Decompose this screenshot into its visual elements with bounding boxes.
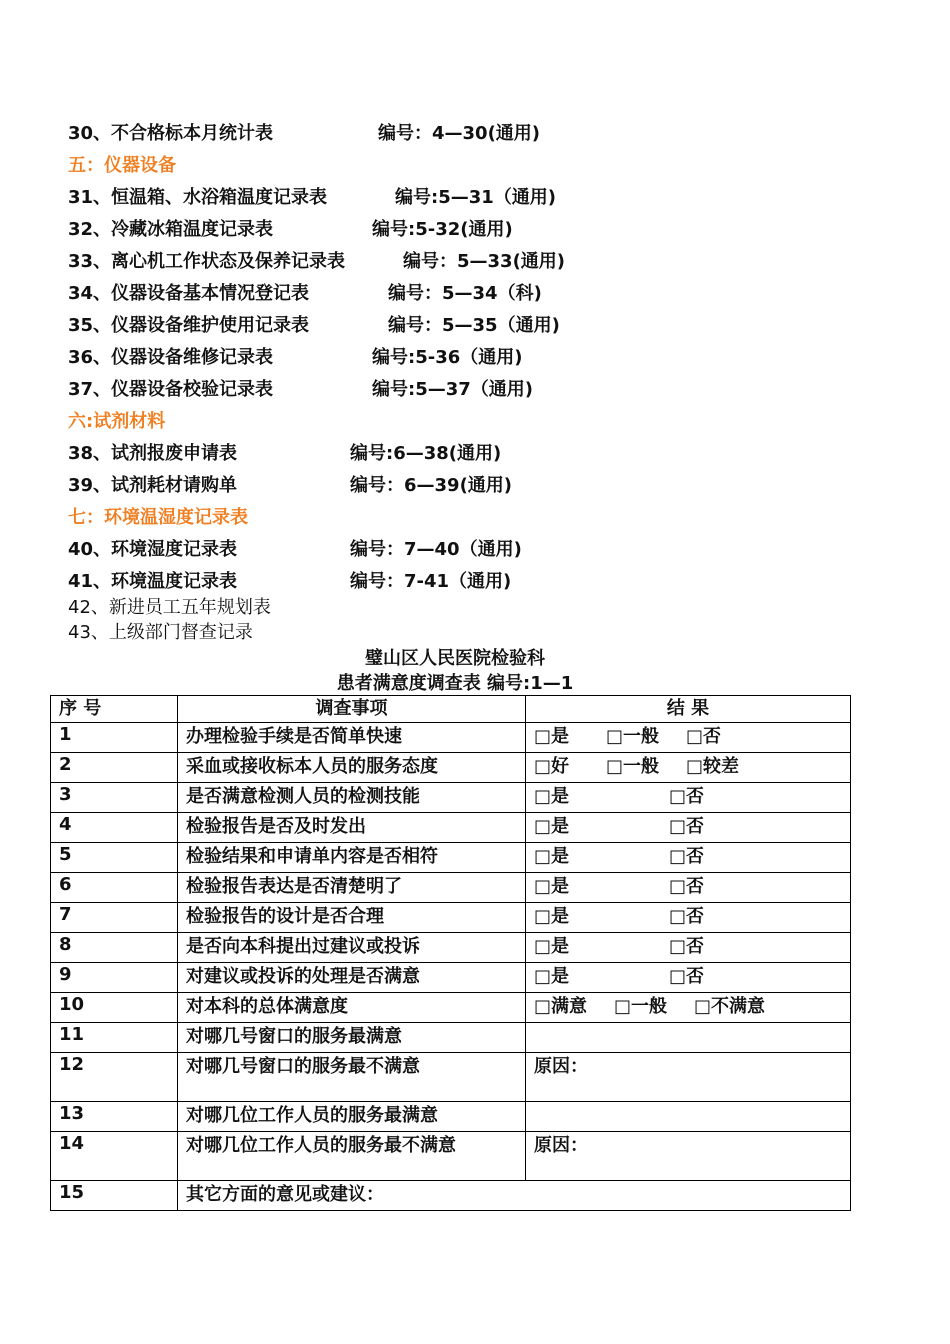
list-item: 38、试剂报废申请表 编号:6—38(通用) xyxy=(68,443,502,464)
row-item: 是否满意检测人员的检测技能 xyxy=(178,783,526,813)
table-row xyxy=(51,1132,851,1181)
row-num: 7 xyxy=(51,903,178,933)
row-item: 对哪几号窗口的服务最不满意 xyxy=(178,1053,526,1102)
row-num: 10 xyxy=(51,993,178,1023)
checkbox-option[interactable]: □是 xyxy=(534,936,570,957)
survey-table xyxy=(50,695,851,1211)
row-answer[interactable]: 原因： xyxy=(526,1053,851,1102)
row-answer[interactable] xyxy=(526,1023,851,1053)
row-item: 检验报告表达是否清楚明了 xyxy=(178,873,526,903)
checkbox-option[interactable]: □否 xyxy=(669,936,705,957)
row-item: 采血或接收标本人员的服务态度 xyxy=(178,753,526,783)
table-row xyxy=(51,1102,851,1132)
row-item: 对本科的总体满意度 xyxy=(178,993,526,1023)
table-row xyxy=(51,843,851,873)
row-result xyxy=(526,783,851,813)
list-item: 35、仪器设备维护使用记录表 编号：5—35（通用) xyxy=(68,315,560,336)
row-answer[interactable]: 原因： xyxy=(526,1132,851,1181)
list-item-code: 编号：7-41（通用) xyxy=(350,571,512,592)
list-item-code: 编号:5-36（通用) xyxy=(372,347,523,368)
table-header-row xyxy=(51,696,851,723)
row-num: 14 xyxy=(51,1132,178,1181)
checkbox-option[interactable]: □不满意 xyxy=(694,996,766,1017)
checkbox-option[interactable]: □较差 xyxy=(686,756,740,777)
row-num: 2 xyxy=(51,753,178,783)
row-item: 是否向本科提出过建议或投诉 xyxy=(178,933,526,963)
table-row xyxy=(51,963,851,993)
checkbox-option[interactable]: □好 xyxy=(534,756,570,777)
checkbox-option[interactable]: □是 xyxy=(534,846,570,867)
header-item: 调查事项 xyxy=(178,696,526,723)
header-result: 结 果 xyxy=(526,696,851,723)
list-item: 36、仪器设备维修记录表 编号:5-36（通用) xyxy=(68,347,523,368)
list-item-code: 编号：6—39(通用) xyxy=(350,475,513,496)
list-item-code: 编号：5—34（科) xyxy=(388,283,542,304)
row-num: 13 xyxy=(51,1102,178,1132)
checkbox-option[interactable]: □否 xyxy=(686,726,722,747)
row-result xyxy=(526,813,851,843)
list-item: 40、环境湿度记录表 编号：7—40（通用) xyxy=(68,539,522,560)
table-row xyxy=(51,1023,851,1053)
row-num: 9 xyxy=(51,963,178,993)
list-item: 31、恒温箱、水浴箱温度记录表 编号:5—31（通用) xyxy=(68,187,556,208)
row-num: 8 xyxy=(51,933,178,963)
list-item: 39、试剂耗材请购单 编号：6—39(通用) xyxy=(68,475,513,496)
row-num: 12 xyxy=(51,1053,178,1102)
list-item-code: 编号：5—35（通用) xyxy=(388,315,560,336)
row-num: 11 xyxy=(51,1023,178,1053)
list-item-code: 编号：4—30(通用) xyxy=(378,123,541,144)
list-item-code: 编号:5-32(通用) xyxy=(372,219,513,240)
row-item: 对建议或投诉的处理是否满意 xyxy=(178,963,526,993)
row-item: 检验结果和申请单内容是否相符 xyxy=(178,843,526,873)
row-item: 检验报告的设计是否合理 xyxy=(178,903,526,933)
checkbox-option[interactable]: □否 xyxy=(669,786,705,807)
table-row xyxy=(51,1053,851,1102)
checkbox-option[interactable]: □是 xyxy=(534,816,570,837)
section-heading: 五：仪器设备 xyxy=(68,155,176,176)
header-num: 序 号 xyxy=(51,696,178,723)
row-result xyxy=(526,903,851,933)
table-row xyxy=(51,753,851,783)
checkbox-option[interactable]: □否 xyxy=(669,966,705,987)
checkbox-option[interactable]: □是 xyxy=(534,906,570,927)
list-item-code: 编号:5—37（通用) xyxy=(372,379,533,400)
list-item: 33、离心机工作状态及保养记录表 编号：5—33(通用) xyxy=(68,251,566,272)
row-result xyxy=(526,723,851,753)
row-result xyxy=(526,993,851,1023)
section-heading: 六:试剂材料 xyxy=(68,411,166,432)
table-row xyxy=(51,993,851,1023)
row-num: 1 xyxy=(51,723,178,753)
checkbox-option[interactable]: □一般 xyxy=(606,726,660,747)
list-item-code: 编号:6—38(通用) xyxy=(350,443,502,464)
row-num: 15 xyxy=(51,1181,178,1211)
row-item: 对哪几号窗口的服务最满意 xyxy=(178,1023,526,1053)
survey-title: 患者满意度调查表 编号:1—1 xyxy=(336,673,574,694)
list-item: 30、不合格标本月统计表 编号：4—30(通用) xyxy=(68,123,541,144)
list-item-code: 编号：7—40（通用) xyxy=(350,539,522,560)
checkbox-option[interactable]: □否 xyxy=(669,816,705,837)
table-row xyxy=(51,873,851,903)
table-row xyxy=(51,903,851,933)
checkbox-option[interactable]: □否 xyxy=(669,846,705,867)
row-result xyxy=(526,873,851,903)
table-row xyxy=(51,813,851,843)
row-result xyxy=(526,963,851,993)
checkbox-option[interactable]: □否 xyxy=(669,876,705,897)
list-item: 41、环境温度记录表 编号：7-41（通用) xyxy=(68,571,512,592)
row-item: 办理检验手续是否简单快速 xyxy=(178,723,526,753)
checkbox-option[interactable]: □一般 xyxy=(606,756,660,777)
list-item: 32、冷藏冰箱温度记录表 编号:5-32(通用) xyxy=(68,219,513,240)
table-row xyxy=(51,1181,851,1211)
table-row xyxy=(51,783,851,813)
list-item-code: 编号:5—31（通用) xyxy=(395,187,556,208)
row-item: 检验报告是否及时发出 xyxy=(178,813,526,843)
list-item: 34、仪器设备基本情况登记表 编号：5—34（科) xyxy=(68,283,542,304)
row-item: 对哪几位工作人员的服务最不满意 xyxy=(178,1132,526,1181)
list-item-code: 编号：5—33(通用) xyxy=(403,251,566,272)
row-num: 6 xyxy=(51,873,178,903)
row-result xyxy=(526,753,851,783)
list-item: 42、新进员工五年规划表 xyxy=(68,597,271,618)
checkbox-option[interactable]: □是 xyxy=(534,786,570,807)
row-item: 对哪几位工作人员的服务最满意 xyxy=(178,1102,526,1132)
checkbox-option[interactable]: □否 xyxy=(669,906,705,927)
table-row xyxy=(51,723,851,753)
checkbox-option[interactable]: □是 xyxy=(534,726,570,747)
row-item[interactable]: 其它方面的意见或建议： xyxy=(178,1181,851,1211)
list-item: 37、仪器设备校验记录表 编号:5—37（通用) xyxy=(68,379,533,400)
row-answer[interactable] xyxy=(526,1102,851,1132)
section-heading: 七：环境温湿度记录表 xyxy=(68,507,248,528)
row-result xyxy=(526,843,851,873)
row-result xyxy=(526,933,851,963)
row-num: 4 xyxy=(51,813,178,843)
checkbox-option[interactable]: □是 xyxy=(534,876,570,897)
table-row xyxy=(51,933,851,963)
hospital-title: 璧山区人民医院检验科 xyxy=(365,648,545,669)
row-num: 5 xyxy=(51,843,178,873)
checkbox-option[interactable]: □是 xyxy=(534,966,570,987)
checkbox-option[interactable]: □一般 xyxy=(614,996,668,1017)
list-item: 43、上级部门督查记录 xyxy=(68,622,253,643)
row-num: 3 xyxy=(51,783,178,813)
checkbox-option[interactable]: □满意 xyxy=(534,996,588,1017)
